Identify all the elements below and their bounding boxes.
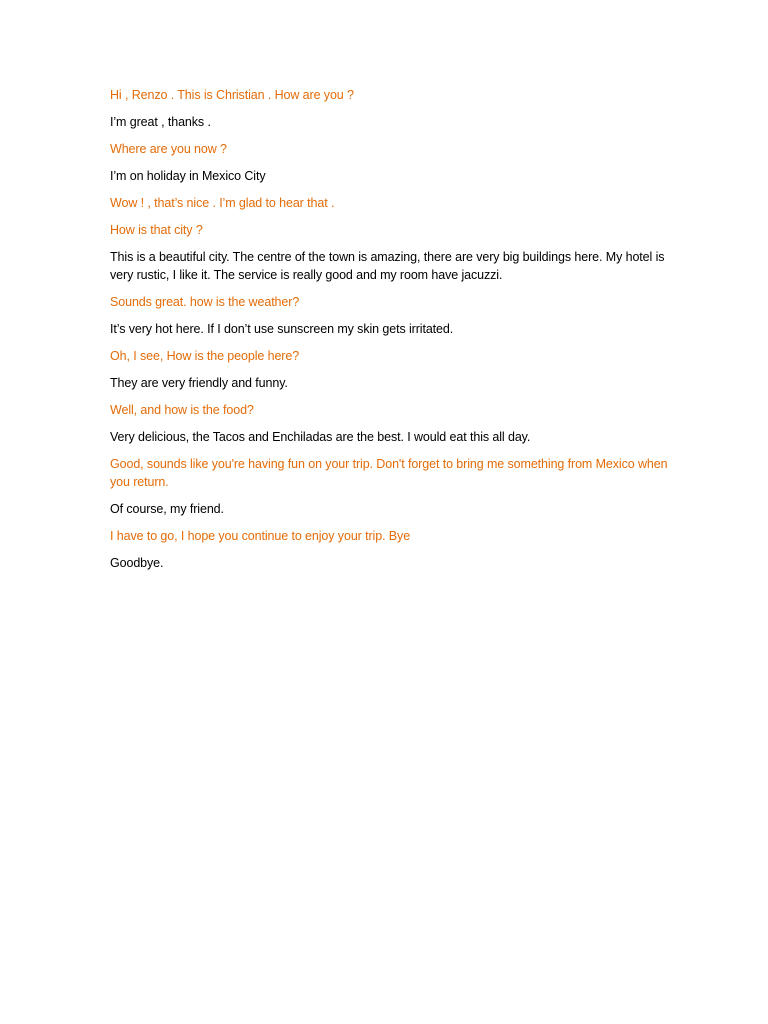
dialogue-line: Wow ! , that’s nice . I’m glad to hear that . [110, 196, 335, 210]
dialogue-line: I’m on holiday in Mexico City [110, 169, 266, 183]
dialogue-line: Good, sounds like you're having fun on your trip. Don't forget to bring me something from Mexico when you return. [110, 457, 668, 489]
dialogue-line: This is a beautiful city. The centre of the town is amazing, there are very big buildings here. My hotel is very rustic, I like it. The service is really good and my room have jacuzzi. [110, 250, 665, 282]
dialogue-line: Oh, I see, How is the people here? [110, 349, 300, 363]
dialogue-line: Well, and how is the food? [110, 403, 254, 417]
dialogue-line: How is that city ? [110, 223, 203, 237]
dialogue-line: Where are you now ? [110, 142, 227, 156]
dialogue-line: Sounds great. how is the weather? [110, 295, 300, 309]
dialogue-line: Goodbye. [110, 556, 164, 570]
dialogue-body [110, 86, 670, 581]
dialogue-line: It’s very hot here. If I don’t use sunscreen my skin gets irritated. [110, 322, 454, 336]
dialogue-line: Very delicious, the Tacos and Enchiladas are the best. I would eat this all day. [110, 430, 531, 444]
dialogue-line: I have to go, I hope you continue to enjoy your trip. Bye [110, 529, 411, 543]
dialogue-line: Hi , Renzo . This is Christian . How are you ? [110, 88, 354, 102]
dialogue-line: They are very friendly and funny. [110, 376, 288, 390]
dialogue-line: Of course, my friend. [110, 502, 224, 516]
dialogue-line: I’m great , thanks . [110, 115, 211, 129]
